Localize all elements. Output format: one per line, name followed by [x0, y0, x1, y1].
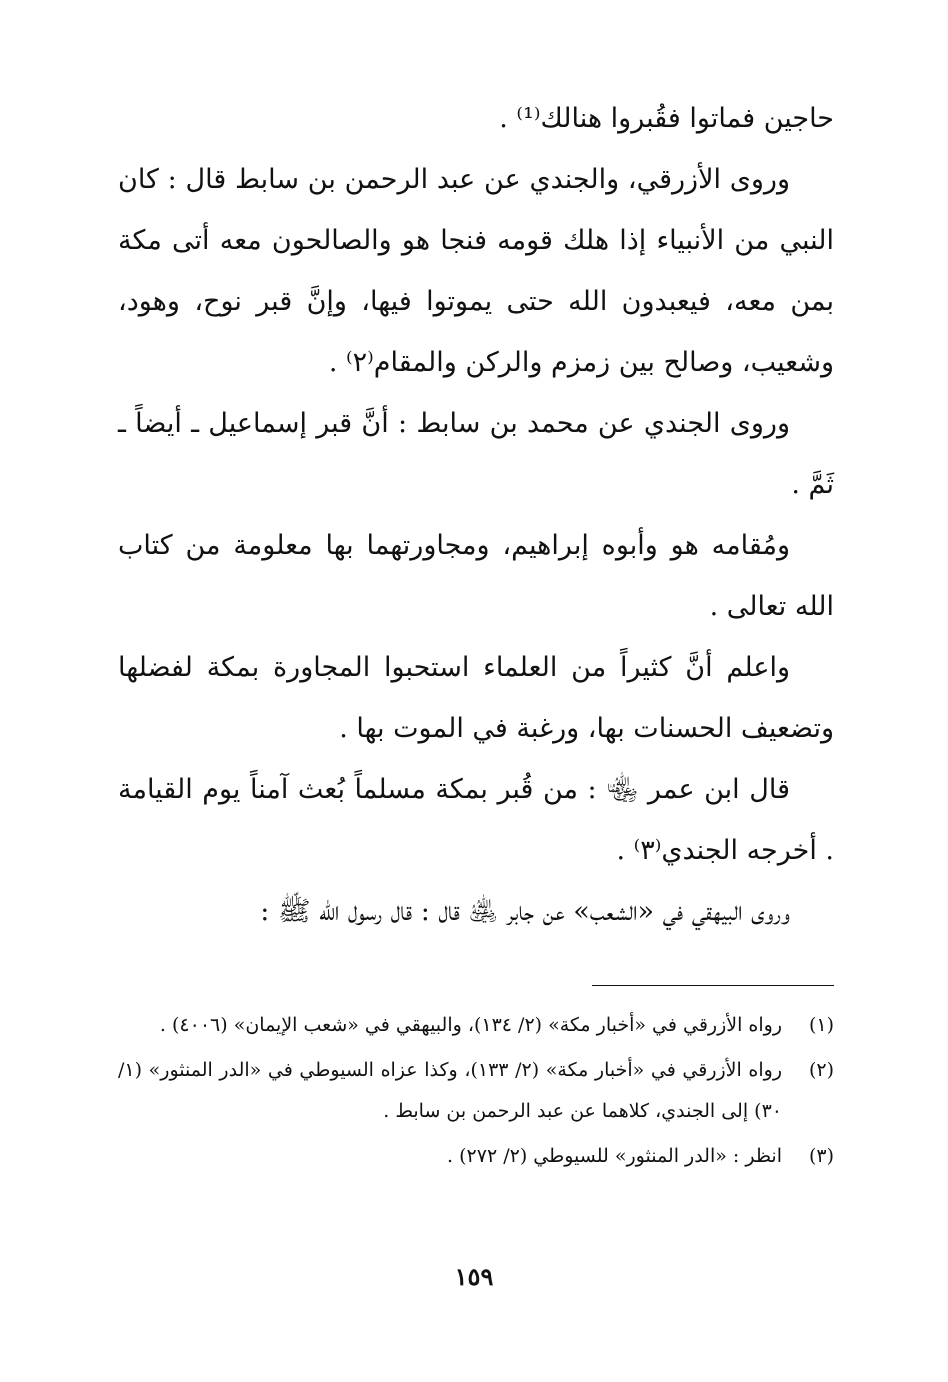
body-paragraph: ومُقامه هو وأبوه إبراهيم، ومجاورتهما بها معلومة من كتاب الله تعالى . — [118, 530, 834, 622]
page-number: ١٥٩ — [454, 1262, 494, 1291]
footnote-number: (٢) — [808, 1059, 834, 1081]
body-paragraph: وروى الجندي عن محمد بن سابط : أنَّ قبر إسماعيل ـ أيضاً ـ ثَمَّ . — [118, 408, 834, 500]
body-paragraph: قال ابن عمر ﵄ : من قُبر بمكة مسلماً بُعث آمناً يوم القيامة . أخرجه الجندي⁽٣⁾ . — [118, 774, 834, 866]
footnote-text: رواه الأزرقي في «أخبار مكة» (٢/ ١٣٤)، والبيهقي في «شعب الإيمان» (٤٠٠٦) . — [159, 1014, 782, 1036]
body-paragraph: حاجين فماتوا فقُبروا هنالك⁽¹⁾ . — [499, 103, 834, 134]
footnotes — [118, 1005, 834, 1181]
footnote-text: انظر : «الدر المنثور» للسيوطي (٢/ ٢٧٢) . — [447, 1145, 782, 1167]
body-paragraph: واعلم أنَّ كثيراً من العلماء استحبوا المجاورة بمكة لفضلها وتضعيف الحسنات بها، ورغبة في الموت بها . — [118, 652, 834, 744]
footnote — [118, 1005, 834, 1046]
footnote-number: (١) — [808, 1014, 834, 1036]
footnote-text: رواه الأزرقي في «أخبار مكة» (٢/ ١٣٣)، وكذا عزاه السيوطي في «الدر المنثور» (١/ ٣٠) إلى الجندي، كلاهما عن عبد الرحمن بن سابط . — [118, 1059, 782, 1122]
body-paragraph: وروى الأزرقي، والجندي عن عبد الرحمن بن سابط قال : كان النبي من الأنبياء إذا هلك قومه فنجا هو والصالحون معه أتى مكة بمن معه، فيعبدون الله حتى يموتوا فيها، وإنَّ قبر نوح، وهود، وشعيب، وصالح بين زمزم والركن والمقام⁽٢⁾ . — [118, 164, 834, 378]
footnote — [118, 1050, 834, 1132]
footnote-separator — [592, 985, 834, 986]
footnote-number: (٣) — [808, 1145, 834, 1167]
footnote — [118, 1136, 834, 1177]
body-text — [118, 88, 834, 942]
body-paragraph: وروى البيهقي في «الشعب» عن جابر ﵁ قال : قال رسول الله ﷺ : — [260, 896, 790, 927]
